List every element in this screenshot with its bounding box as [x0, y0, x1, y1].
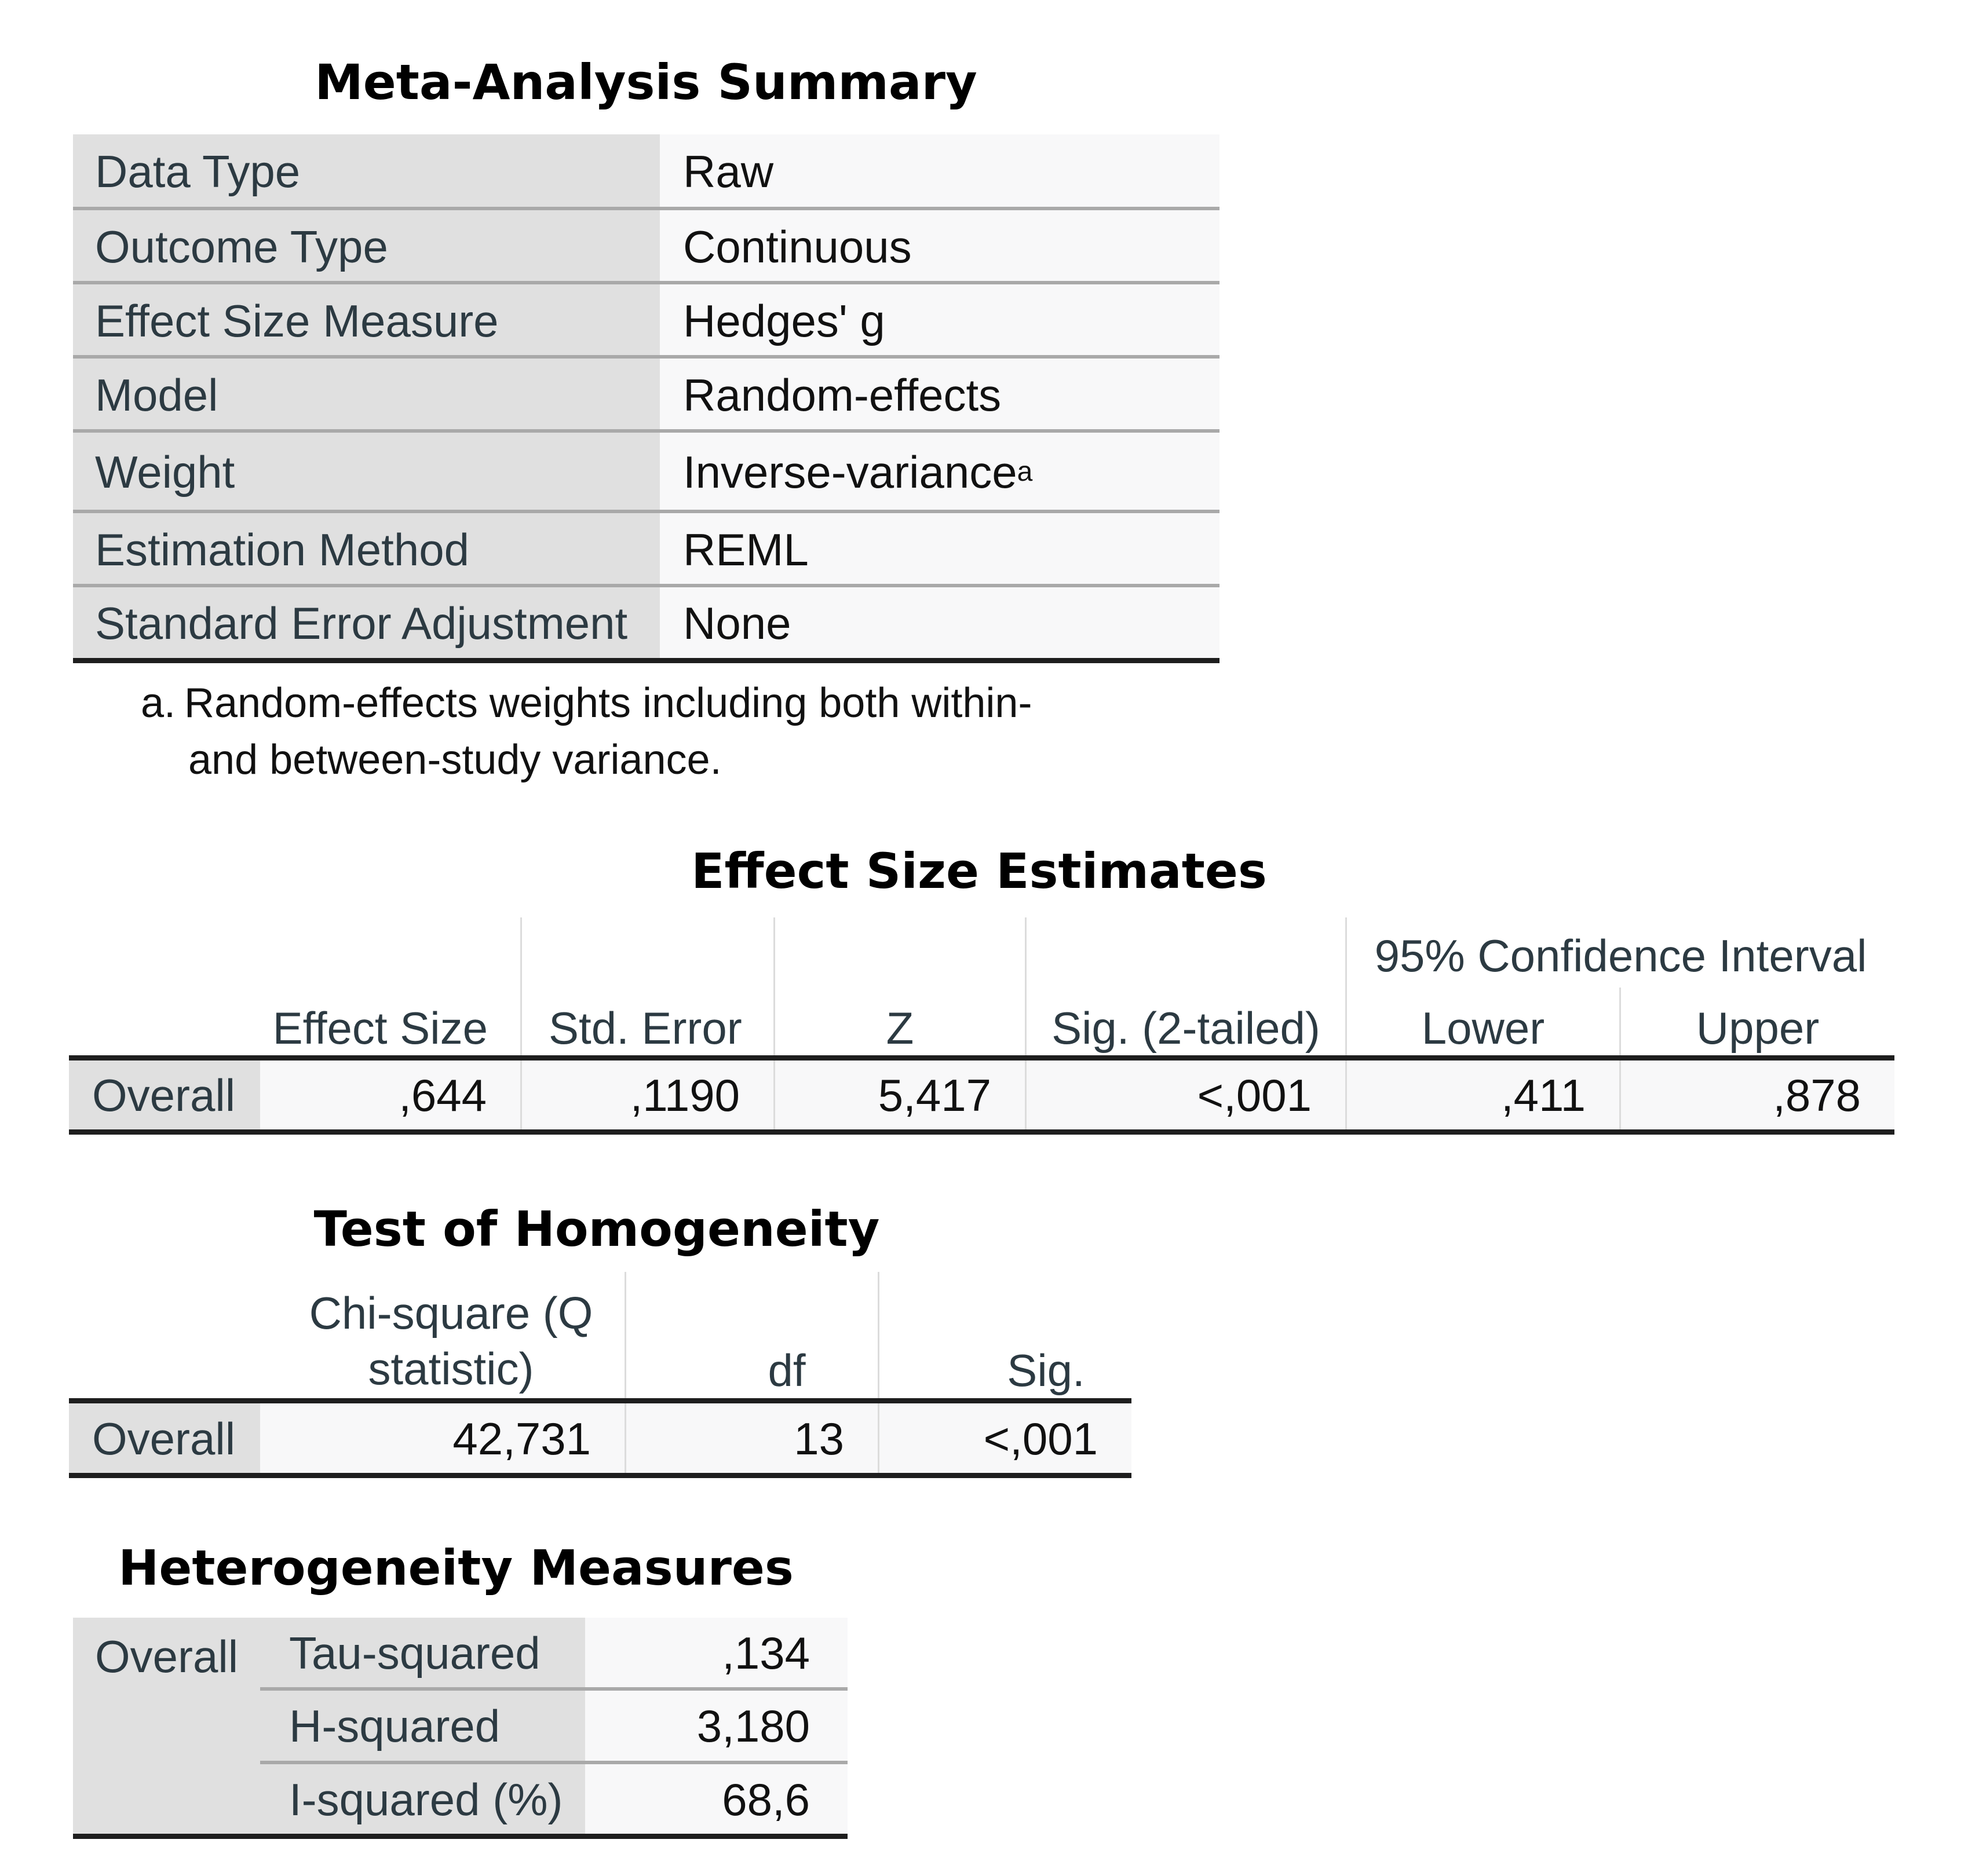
meta-row-value: Continuous	[660, 210, 1219, 283]
footnote-marker-a: a.	[141, 680, 176, 726]
col-divider	[625, 1403, 626, 1474]
row-label-overall: Overall	[69, 1060, 260, 1130]
col-header-chi-square	[260, 1283, 625, 1399]
measure-value: ,134	[585, 1618, 848, 1688]
table-bottom-rule	[73, 1834, 848, 1839]
meta-row-label: Weight	[73, 433, 660, 511]
col-divider	[520, 1060, 522, 1130]
cell-sig: <,001	[879, 1403, 1131, 1474]
measure-value: 68,6	[585, 1764, 848, 1834]
chi-square-line-2: statistic)	[368, 1343, 534, 1394]
meta-row-value: Hedges' g	[660, 284, 1219, 357]
meta-row-value-weight: Inverse-variance a	[660, 433, 1219, 511]
footnote-line-2: and between-study variance.	[188, 737, 722, 783]
header-rule	[69, 1398, 1131, 1403]
footnote-line-1: Random-effects weights including both within-	[184, 680, 1032, 726]
col-header-z: Z	[775, 999, 1025, 1057]
chi-square-line-1: Chi-square (Q	[309, 1288, 593, 1339]
measure-value: 3,180	[585, 1691, 848, 1761]
meta-row-value: None	[660, 587, 1219, 659]
col-divider	[1345, 1060, 1347, 1130]
meta-row-label: Model	[73, 359, 660, 431]
homogeneity-title: Test of Homogeneity	[313, 1201, 880, 1257]
cell-z: 5,417	[775, 1060, 1025, 1130]
measure-label: H-squared	[260, 1691, 585, 1761]
meta-row-label: Outcome Type	[73, 210, 660, 283]
meta-row-label: Standard Error Adjustment	[73, 587, 660, 659]
meta-row-value: Raw	[660, 134, 1219, 209]
meta-row-label: Effect Size Measure	[73, 284, 660, 357]
col-header-effect-size: Effect Size	[260, 999, 520, 1057]
table-bottom-rule	[69, 1473, 1131, 1478]
measure-label: Tau-squared	[260, 1618, 585, 1688]
ci-group-header: 95% Confidence Interval	[1347, 927, 1894, 985]
heterogeneity-title: Heterogeneity Measures	[118, 1539, 794, 1596]
weight-value: Inverse-variance	[683, 447, 1017, 498]
col-header-sig: Sig.	[879, 1343, 1131, 1398]
cell-df: 13	[626, 1403, 878, 1474]
col-divider	[1025, 1060, 1027, 1130]
table-bottom-rule	[73, 658, 1219, 663]
col-header-upper: Upper	[1621, 999, 1894, 1057]
col-divider	[773, 1060, 775, 1130]
cell-chi-square: 42,731	[260, 1403, 625, 1474]
col-header-std-error: Std. Error	[522, 999, 773, 1057]
effect-size-title: Effect Size Estimates	[691, 843, 1267, 899]
cell-std-error: ,1190	[522, 1060, 773, 1130]
cell-sig: <,001	[1027, 1060, 1345, 1130]
meta-row-label: Estimation Method	[73, 513, 660, 586]
group-label-overall: Overall	[73, 1618, 260, 1835]
measure-label: I-squared (%)	[260, 1764, 585, 1834]
cell-upper: ,878	[1621, 1060, 1894, 1130]
meta-row-value: Random-effects	[660, 359, 1219, 431]
col-header-sig: Sig. (2-tailed)	[1027, 999, 1345, 1057]
header-rule	[69, 1055, 1894, 1060]
col-header-lower: Lower	[1347, 999, 1619, 1057]
meta-row-label: Data Type	[73, 134, 660, 209]
row-label-overall: Overall	[69, 1403, 260, 1474]
col-header-df: df	[626, 1343, 878, 1398]
col-divider	[878, 1403, 879, 1474]
col-divider	[1619, 1060, 1621, 1130]
meta-row-value: REML	[660, 513, 1219, 586]
table-bottom-rule	[69, 1129, 1894, 1135]
cell-effect-size: ,644	[260, 1060, 520, 1130]
cell-lower: ,411	[1347, 1060, 1619, 1130]
meta-summary-title: Meta-Analysis Summary	[315, 54, 977, 111]
